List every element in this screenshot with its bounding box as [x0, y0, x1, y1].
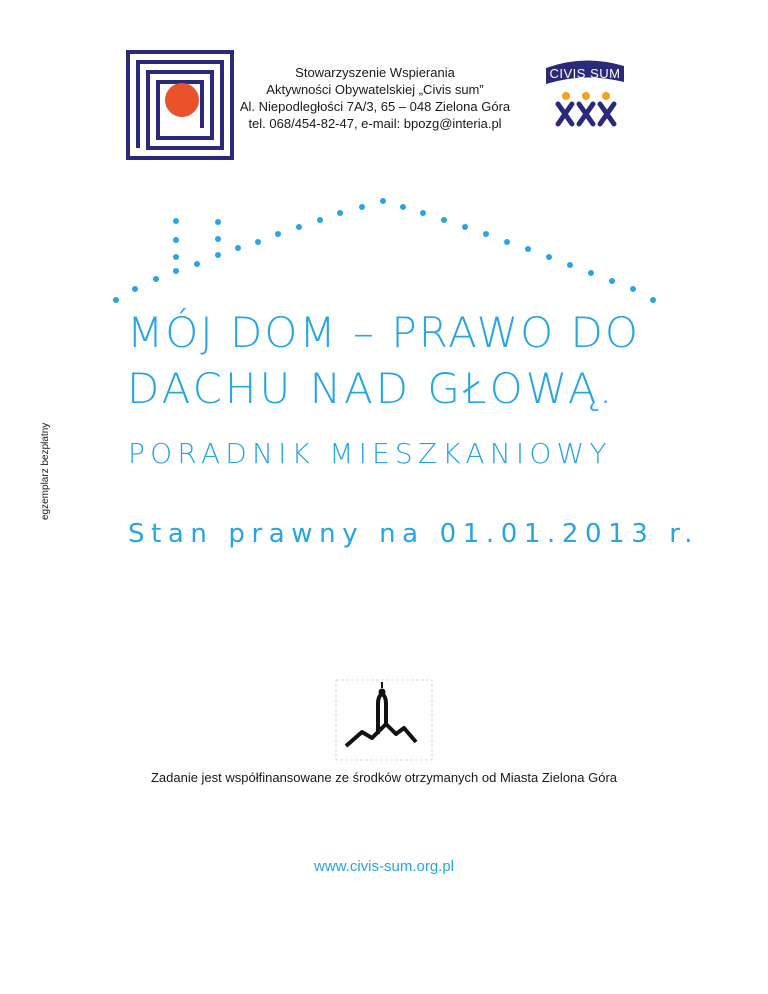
legal-state-date: Stan prawny na 01.01.2013 r. — [128, 519, 700, 549]
free-copy-label: egzemplarz bezpłatny — [40, 422, 51, 520]
city-emblem — [332, 676, 436, 764]
civis-sum-logo — [540, 56, 630, 132]
association-logo — [126, 50, 234, 160]
address-line-4: tel. 068/454-82-47, e-mail: bpozg@interia.pl — [248, 116, 502, 131]
dotted-roof-graphic — [100, 185, 670, 315]
title-line-1: MÓJ DOM – PRAWO DO — [127, 308, 640, 357]
funding-note: Zadanie jest współfinansowane ze środków otrzymanych od Miasta Zielona Góra — [150, 770, 618, 785]
civis-logo-text: CIVIS SUM — [549, 66, 621, 81]
address-line-2: Aktywności Obywatelskiej „Civis sum” — [266, 82, 484, 97]
header-address — [230, 64, 520, 132]
address-line-1: Stowarzyszenie Wspierania — [295, 65, 455, 80]
subtitle: PORADNIK MIESZKANIOWY — [128, 437, 612, 470]
title-line-2: DACHU NAD GŁOWĄ. — [127, 364, 616, 413]
address-line-3: Al. Niepodległości 7A/3, 65 – 048 Zielona Góra — [239, 99, 511, 114]
website-link[interactable]: www.civis-sum.org.pl — [313, 858, 455, 875]
